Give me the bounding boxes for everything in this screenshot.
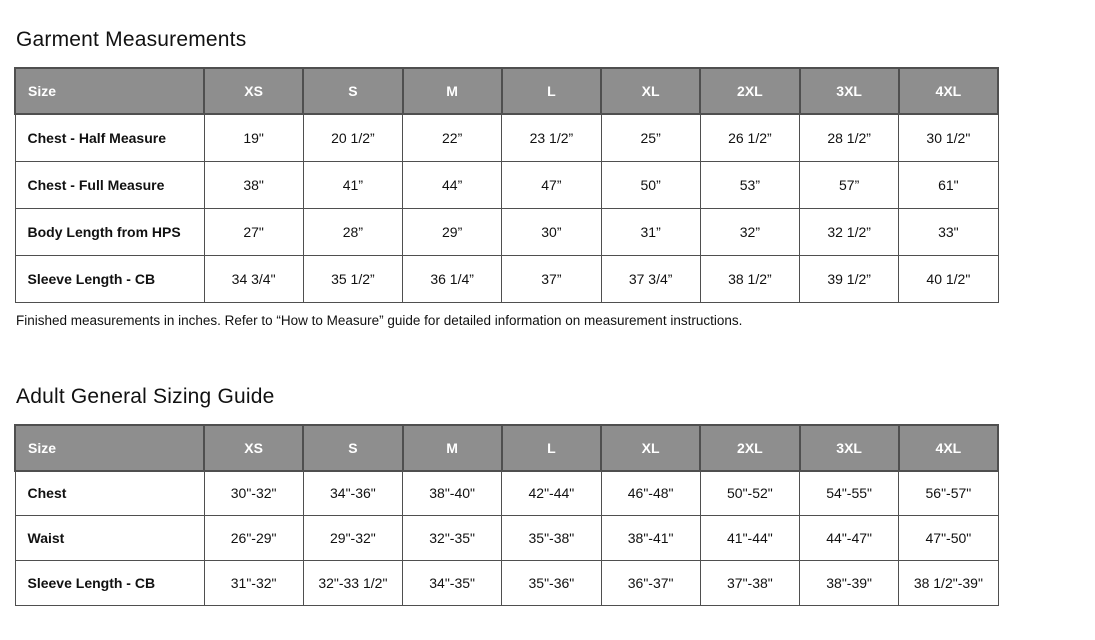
measurement-cell: 35"-36" [502, 561, 601, 606]
measurement-cell: 47"-50" [899, 516, 998, 561]
table-row [15, 208, 998, 255]
measurements-footnote: Finished measurements in inches. Refer to “How to Measure” guide for detailed information on measurement instructions. [16, 312, 743, 328]
measurement-cell: 33" [899, 208, 998, 255]
measurement-cell: 44"-47" [800, 516, 899, 561]
measurement-cell: 22” [403, 114, 502, 161]
measurement-cell: 54"-55" [800, 471, 899, 516]
measurement-cell: 30"-32" [204, 471, 303, 516]
measurement-cell: 38" [204, 161, 303, 208]
row-label: Chest [15, 471, 204, 516]
row-label: Chest - Half Measure [15, 114, 204, 161]
measurement-cell: 37"-38" [700, 561, 799, 606]
measurement-cell: 35"-38" [502, 516, 601, 561]
row-label: Sleeve Length - CB [15, 255, 204, 302]
table-body [15, 471, 998, 606]
column-header-m: M [403, 68, 502, 114]
measurement-cell: 25” [601, 114, 700, 161]
measurement-cell: 41” [303, 161, 402, 208]
size-column-header: Size [15, 68, 204, 114]
section-spacer [14, 328, 1081, 361]
measurement-cell: 32” [700, 208, 799, 255]
measurement-cell: 27" [204, 208, 303, 255]
measurement-cell: 47” [502, 161, 601, 208]
measurement-cell: 38"-39" [800, 561, 899, 606]
measurement-cell: 44” [403, 161, 502, 208]
measurement-cell: 38 1/2” [700, 255, 799, 302]
column-header-xs: XS [204, 425, 303, 471]
garment-measurements-table [14, 67, 999, 303]
header-row [15, 425, 998, 471]
measurement-cell: 32 1/2” [800, 208, 899, 255]
table-body [15, 114, 998, 302]
row-label: Chest - Full Measure [15, 161, 204, 208]
measurement-cell: 28 1/2” [800, 114, 899, 161]
measurement-cell: 61" [899, 161, 998, 208]
measurement-cell: 39 1/2” [800, 255, 899, 302]
column-header-2xl: 2XL [700, 425, 799, 471]
measurement-cell: 53” [700, 161, 799, 208]
column-header-l: L [502, 68, 601, 114]
column-header-m: M [403, 425, 502, 471]
measurement-cell: 50"-52" [700, 471, 799, 516]
measurement-cell: 37” [502, 255, 601, 302]
measurement-cell: 26"-29" [204, 516, 303, 561]
adult-sizing-guide-table [14, 424, 999, 607]
column-header-xl: XL [601, 68, 700, 114]
measurement-cell: 30” [502, 208, 601, 255]
measurement-cell: 41"-44" [700, 516, 799, 561]
garment-measurements-title: Garment Measurements [16, 28, 247, 51]
column-header-3xl: 3XL [800, 425, 899, 471]
table-row [15, 161, 998, 208]
table-row [15, 255, 998, 302]
measurement-cell: 36 1/4” [403, 255, 502, 302]
table-row [15, 114, 998, 161]
measurement-cell: 38 1/2"-39" [899, 561, 998, 606]
measurement-cell: 56"-57" [899, 471, 998, 516]
measurement-cell: 40 1/2" [899, 255, 998, 302]
row-label: Body Length from HPS [15, 208, 204, 255]
table-row [15, 516, 998, 561]
measurement-cell: 30 1/2" [899, 114, 998, 161]
measurement-cell: 31” [601, 208, 700, 255]
measurement-cell: 23 1/2” [502, 114, 601, 161]
measurement-cell: 35 1/2” [303, 255, 402, 302]
measurement-cell: 34"-36" [303, 471, 402, 516]
measurement-cell: 31"-32" [204, 561, 303, 606]
column-header-4xl: 4XL [899, 68, 998, 114]
measurement-cell: 42"-44" [502, 471, 601, 516]
measurement-cell: 37 3/4” [601, 255, 700, 302]
measurement-cell: 32"-33 1/2" [303, 561, 402, 606]
row-label: Sleeve Length - CB [15, 561, 204, 606]
measurement-cell: 32"-35" [403, 516, 502, 561]
measurement-cell: 38"-40" [403, 471, 502, 516]
column-header-xs: XS [204, 68, 303, 114]
measurement-cell: 19" [204, 114, 303, 161]
measurement-cell: 29"-32" [303, 516, 402, 561]
measurement-cell: 20 1/2” [303, 114, 402, 161]
header-row [15, 68, 998, 114]
column-header-s: S [303, 425, 402, 471]
column-header-xl: XL [601, 425, 700, 471]
measurement-cell: 34"-35" [403, 561, 502, 606]
measurement-cell: 36"-37" [601, 561, 700, 606]
measurement-cell: 46"-48" [601, 471, 700, 516]
measurement-cell: 26 1/2” [700, 114, 799, 161]
measurement-cell: 28” [303, 208, 402, 255]
column-header-3xl: 3XL [800, 68, 899, 114]
measurement-cell: 57” [800, 161, 899, 208]
measurement-cell: 50” [601, 161, 700, 208]
column-header-s: S [303, 68, 402, 114]
row-label: Waist [15, 516, 204, 561]
measurement-cell: 34 3/4" [204, 255, 303, 302]
measurement-cell: 38"-41" [601, 516, 700, 561]
adult-sizing-guide-title: Adult General Sizing Guide [16, 384, 275, 408]
measurement-cell: 29” [403, 208, 502, 255]
column-header-l: L [502, 425, 601, 471]
table-row [15, 471, 998, 516]
column-header-4xl: 4XL [899, 425, 998, 471]
column-header-2xl: 2XL [700, 68, 799, 114]
size-column-header: Size [15, 425, 204, 471]
table-row [15, 561, 998, 606]
